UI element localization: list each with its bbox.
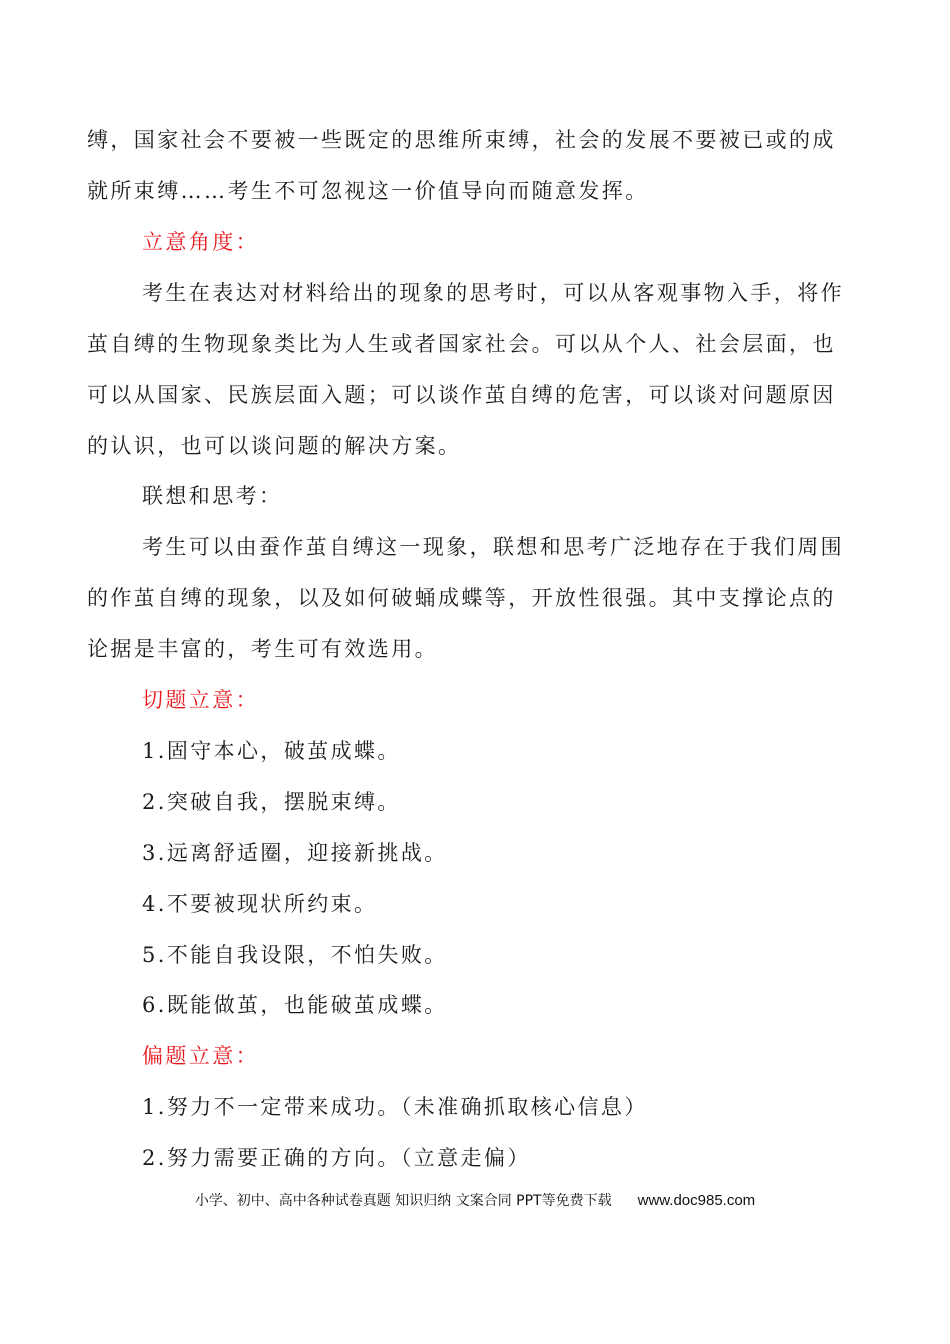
section-heading-on-topic: 切题立意： [142,688,259,712]
paragraph-line: 考生在表达对材料给出的现象的思考时，可以从客观事物入手，将作 [142,281,844,305]
paragraph-line: 的认识，也可以谈问题的解决方案。 [87,434,462,458]
list-item: 4.不要被现状所约束。 [142,892,378,916]
section-heading-angle: 立意角度： [142,230,259,254]
list-item: 1.努力不一定带来成功。（未准确抓取核心信息） [142,1095,648,1119]
list-item: 5.不能自我设限，不怕失败。 [142,943,448,967]
page-footer [0,1190,950,1210]
list-item: 2.努力需要正确的方向。（立意走偏） [142,1146,531,1170]
section-heading-off-topic: 偏题立意： [142,1044,259,1068]
list-item: 2.突破自我，摆脱束缚。 [142,790,401,814]
paragraph-line: 论据是丰富的，考生可有效选用。 [87,637,438,661]
list-item: 1.固守本心，破茧成蝶。 [142,739,401,763]
list-item: 3.远离舒适圈，迎接新挑战。 [142,841,448,865]
paragraph-line: 可以从国家、民族层面入题；可以谈作茧自缚的危害，可以谈对问题原因 [87,383,836,407]
footer-text: 小学、初中、高中各种试卷真题 知识归纳 文案合同 PPT等免费下载 [194,1193,612,1209]
footer-url[interactable]: www.doc985.com [637,1192,756,1209]
list-item: 6.既能做茧，也能破茧成蝶。 [142,993,448,1017]
section-heading-association: 联想和思考： [142,484,283,508]
paragraph-line: 考生可以由蚕作茧自缚这一现象，联想和思考广泛地存在于我们周围 [142,535,844,559]
paragraph-line: 茧自缚的生物现象类比为人生或者国家社会。可以从个人、社会层面，也 [87,332,836,356]
paragraph-line: 缚，国家社会不要被一些既定的思维所束缚，社会的发展不要被已或的成 [87,128,836,152]
paragraph-line: 的作茧自缚的现象，以及如何破蛹成蝶等，开放性很强。其中支撑论点的 [87,586,836,610]
paragraph-line: 就所束缚……考生不可忽视这一价值导向而随意发挥。 [87,179,649,203]
